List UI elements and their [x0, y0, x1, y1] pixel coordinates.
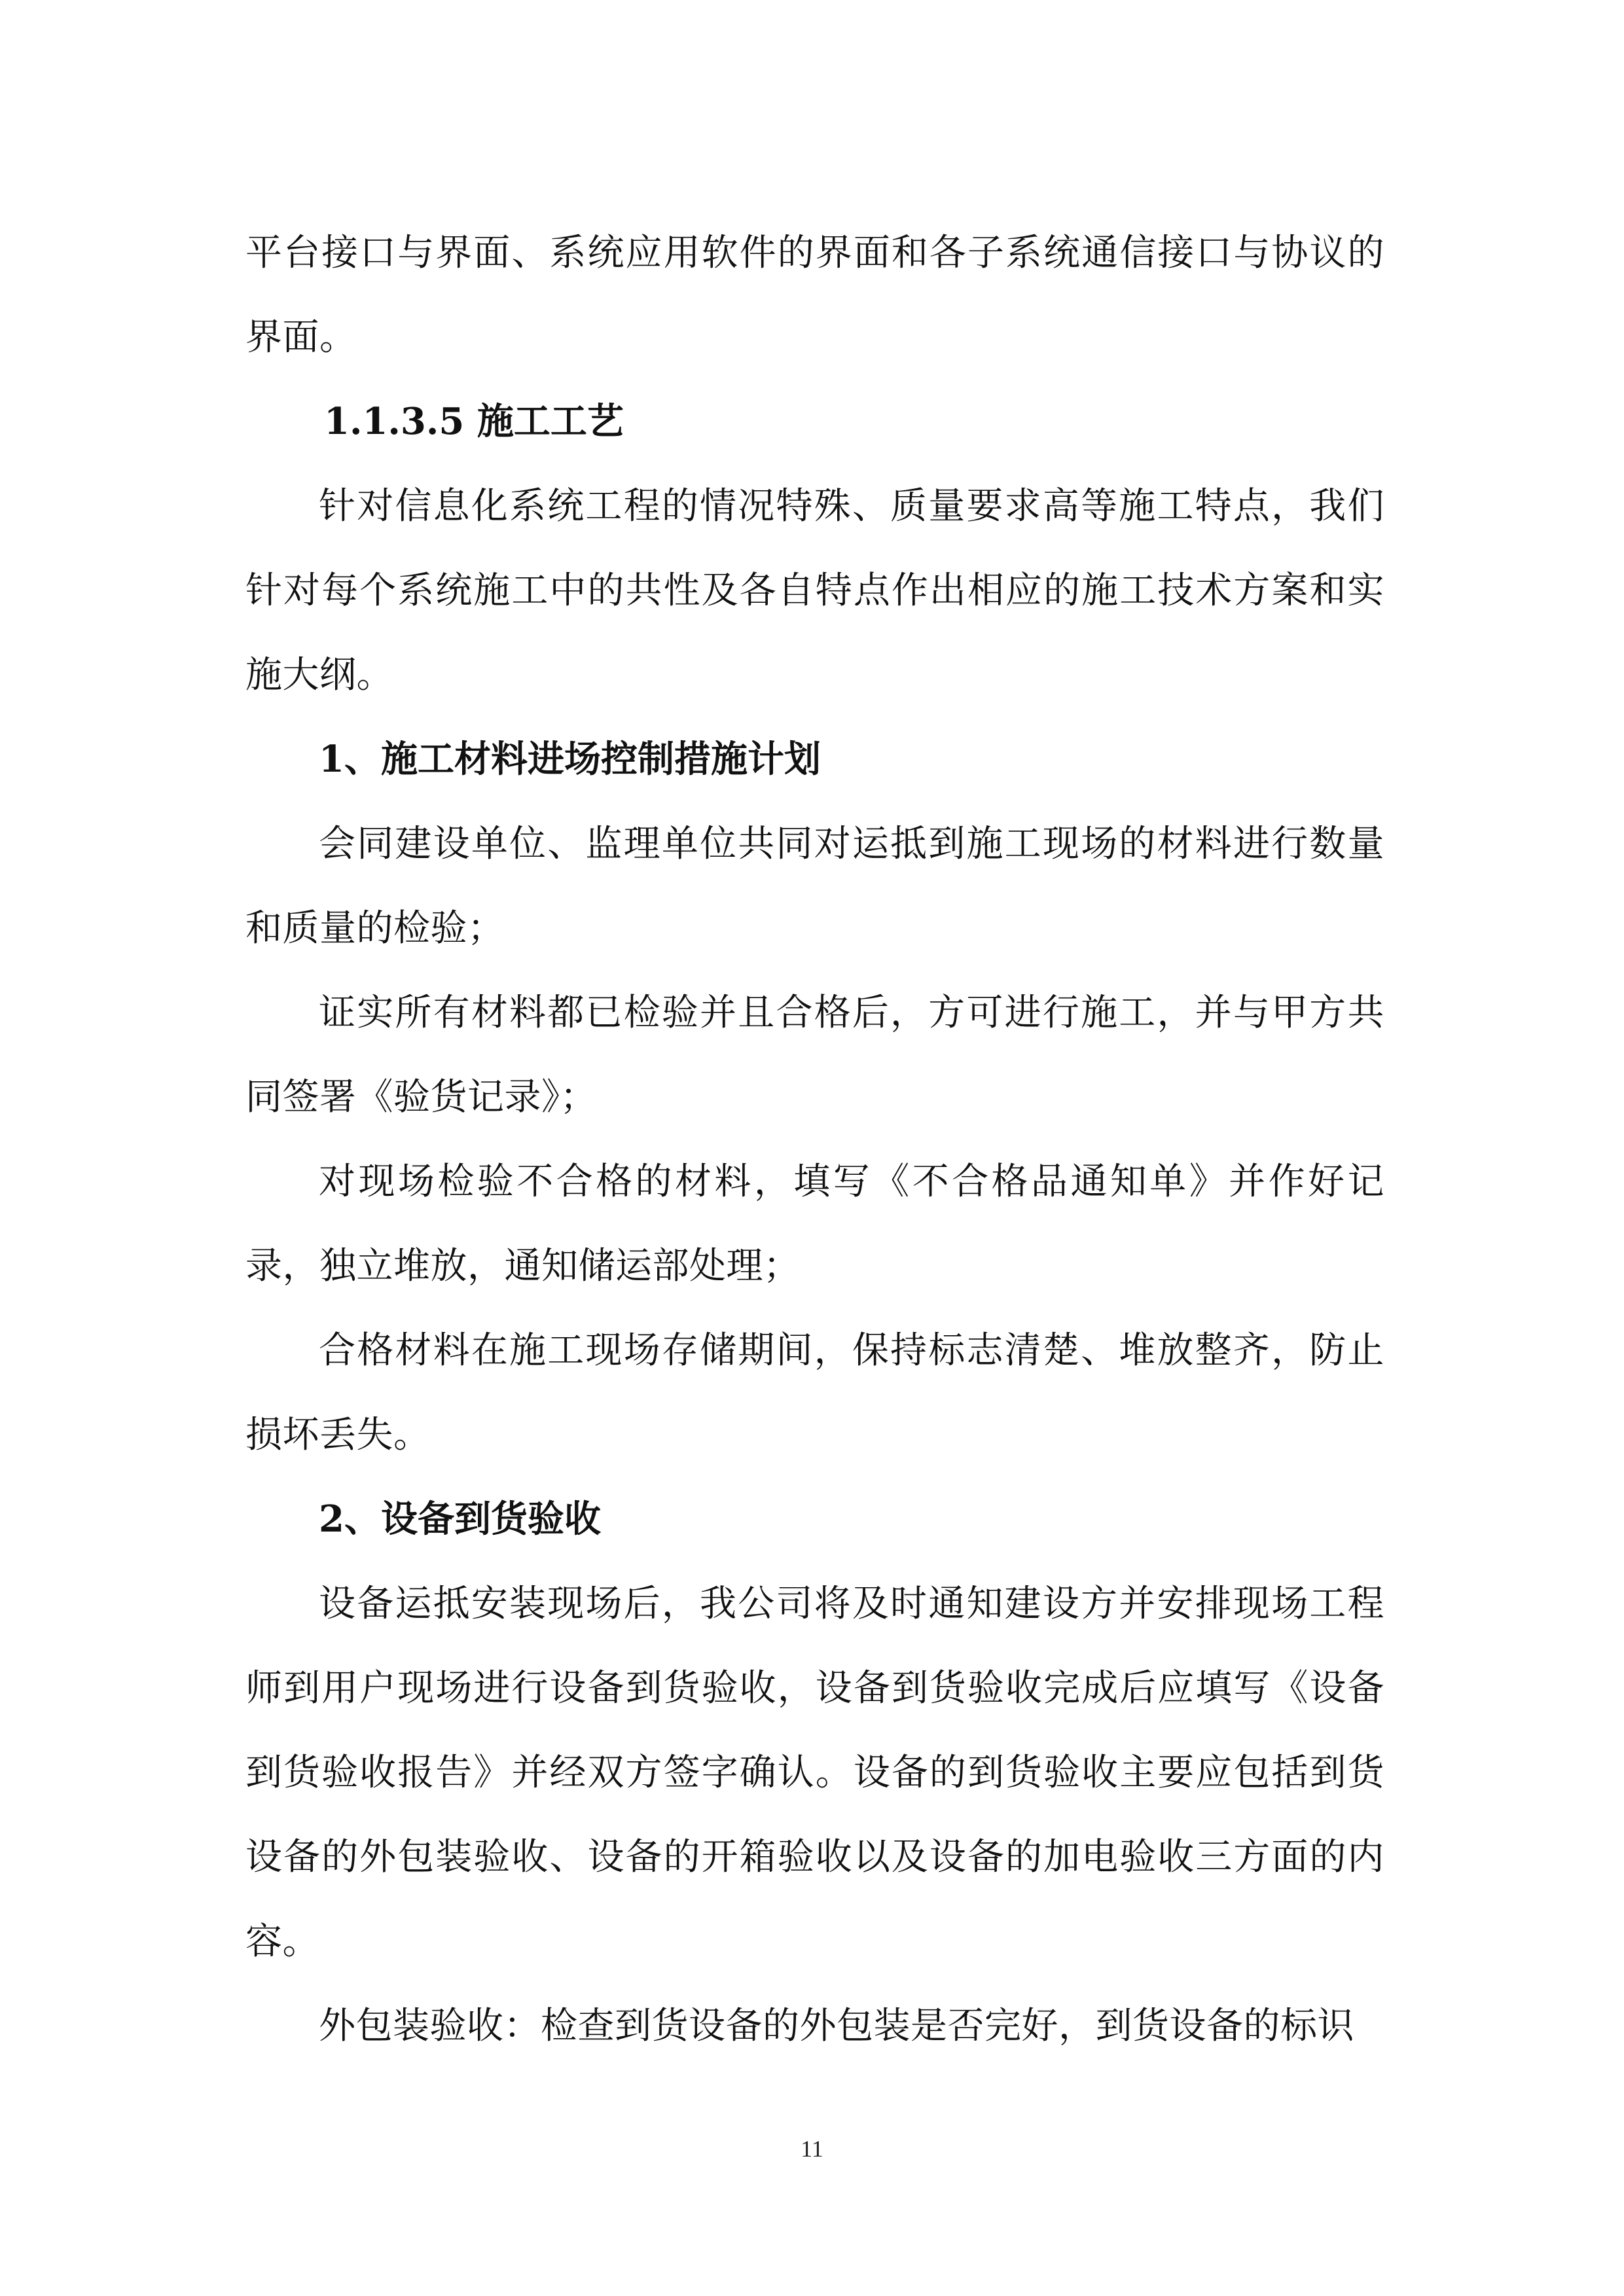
subheading-equipment-acceptance: 2、设备到货验收 [319, 1498, 601, 1541]
paragraph-storage: 合格材料在施工现场存储期间，保持标志清楚、堆放整齐，防止损坏丢失。 [245, 1329, 1384, 1456]
paragraph-equipment-arrival: 设备运抵安装现场后，我公司将及时通知建设方并安排现场工程师到用户现场进行设备到货验收，设备到货验收完成后应填写《设备到货验收报告》并经双方签字确认。设备的到货验收主要应包括到货设备的外包装验收、设备的开箱验收以及设备的加电验收三方面的内容。 [245, 1583, 1384, 1963]
paragraph-joint-inspection: 会同建设单位、监理单位共同对运抵到施工现场的材料进行数量和质量的检验； [245, 823, 1384, 950]
paragraph-nonconforming: 对现场检验不合格的材料，填写《不合格品通知单》并作好记录，独立堆放，通知储运部处理； [245, 1160, 1384, 1287]
paragraph-outer-packaging: 外包装验收：检查到货设备的外包装是否完好，到货设备的标识 [319, 2005, 1354, 2047]
paragraph-continuation: 平台接口与界面、系统应用软件的界面和各子系统通信接口与协议的界面。 [245, 232, 1384, 359]
section-heading-1-1-3-5: 1.1.3.5 施工工艺 [324, 400, 624, 443]
paragraph-intro: 针对信息化系统工程的情况特殊、质量要求高等施工特点，我们针对每个系统施工中的共性及各自特点作出相应的施工技术方案和实施大纲。 [245, 485, 1384, 696]
subheading-material-control: 1、施工材料进场控制措施计划 [319, 738, 821, 781]
page-number: 11 [801, 2136, 823, 2162]
paragraph-acceptance-record: 证实所有材料都已检验并且合格后，方可进行施工，并与甲方共同签署《验货记录》； [245, 992, 1384, 1119]
document-body [245, 211, 1384, 2068]
